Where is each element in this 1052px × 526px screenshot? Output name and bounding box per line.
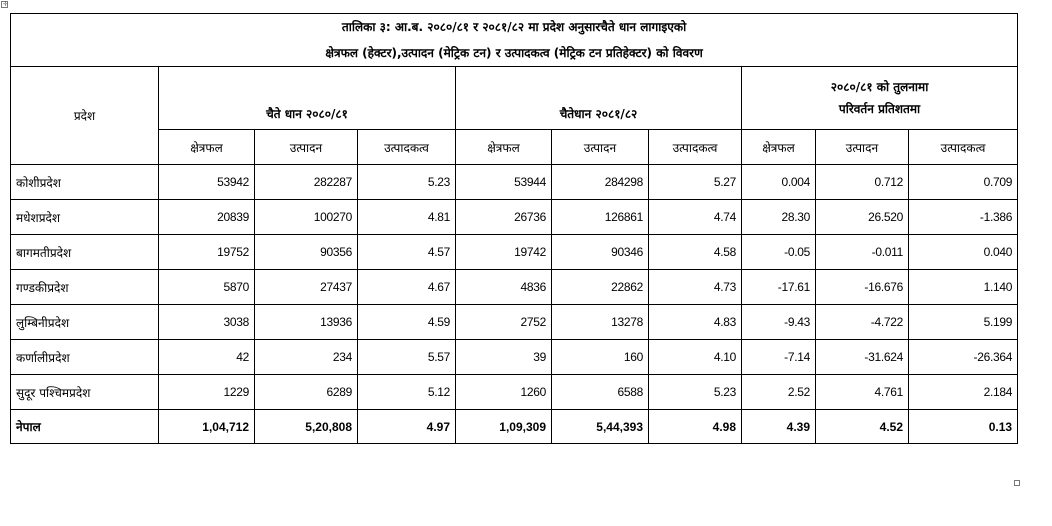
table-row (11, 235, 1018, 270)
table-cell: -1.386 (909, 200, 1018, 235)
table-cell: 100270 (255, 200, 358, 235)
table-cell: -31.624 (816, 340, 909, 375)
total-label: नेपाल (11, 410, 159, 444)
table-cell: 22862 (552, 270, 649, 305)
table-cell: 5870 (159, 270, 255, 305)
total-cell: 4.98 (649, 410, 742, 444)
province-name: सुदूर पश्चिमप्रदेश (11, 375, 159, 410)
change-header-line-1: २०८०/८१ को तुलनामा (830, 80, 929, 94)
table-cell: 126861 (552, 200, 649, 235)
table-cell: 4.10 (649, 340, 742, 375)
sub-header-row (11, 130, 1018, 165)
sub-header-production: उत्पादन (816, 130, 909, 165)
table-cell: 1260 (456, 375, 552, 410)
table-cell: 4.81 (358, 200, 456, 235)
table-row (11, 375, 1018, 410)
title-line-2: क्षेत्रफल (हेक्टर),उत्पादन (मेट्रिक टन) र उत्पादकत्व (मेट्रिक टन प्रतिहेक्टर) को विवरण (325, 46, 703, 60)
total-cell: 4.52 (816, 410, 909, 444)
data-table (10, 13, 1018, 444)
table-cell: 90356 (255, 235, 358, 270)
total-cell: 0.13 (909, 410, 1018, 444)
table-cell: -0.011 (816, 235, 909, 270)
table-cell: 20839 (159, 200, 255, 235)
table-cell: 5.57 (358, 340, 456, 375)
table-move-handle[interactable] (1, 1, 8, 8)
total-cell: 4.39 (742, 410, 816, 444)
table-cell: 5.23 (358, 165, 456, 200)
table-cell: 5.199 (909, 305, 1018, 340)
group-header-2080-81: चैते धान २०८०/८१ (159, 67, 456, 130)
table-cell: 0.004 (742, 165, 816, 200)
province-name: कर्णालीप्रदेश (11, 340, 159, 375)
table-cell: 13936 (255, 305, 358, 340)
table-cell: -26.364 (909, 340, 1018, 375)
table-cell: -17.61 (742, 270, 816, 305)
sub-header-productivity: उत्पादकत्व (649, 130, 742, 165)
province-header: प्रदेश (11, 67, 159, 165)
table-cell: 39 (456, 340, 552, 375)
table-row (11, 305, 1018, 340)
sub-header-area: क्षेत्रफल (742, 130, 816, 165)
table-cell: 5.23 (649, 375, 742, 410)
sub-header-productivity: उत्पादकत्व (358, 130, 456, 165)
table-cell: 234 (255, 340, 358, 375)
table-cell: -9.43 (742, 305, 816, 340)
province-name: बागमतीप्रदेश (11, 235, 159, 270)
table-cell: 4.58 (649, 235, 742, 270)
province-name: लुम्बिनीप्रदेश (11, 305, 159, 340)
province-name: कोशीप्रदेश (11, 165, 159, 200)
table-cell: 3038 (159, 305, 255, 340)
table-cell: 5.27 (649, 165, 742, 200)
province-name: गण्डकीप्रदेश (11, 270, 159, 305)
table-cell: 27437 (255, 270, 358, 305)
table-cell: 2752 (456, 305, 552, 340)
table-cell: 1.140 (909, 270, 1018, 305)
table-resize-handle[interactable] (1014, 480, 1020, 486)
table-cell: 5.12 (358, 375, 456, 410)
table-cell: 4.73 (649, 270, 742, 305)
change-header-line-2: परिवर्तन प्रतिशतमा (838, 102, 921, 116)
table-cell: 53942 (159, 165, 255, 200)
total-cell: 5,44,393 (552, 410, 649, 444)
table-cell: 26.520 (816, 200, 909, 235)
table-cell: 284298 (552, 165, 649, 200)
table-title (11, 14, 1018, 67)
table-cell: 4.83 (649, 305, 742, 340)
table-row (11, 200, 1018, 235)
sub-header-production: उत्पादन (255, 130, 358, 165)
table-cell: 2.184 (909, 375, 1018, 410)
sub-header-area: क्षेत्रफल (456, 130, 552, 165)
title-line-1: तालिका ३: आ.ब. २०८०/८१ र २०८१/८२ मा प्रदेश अनुसारचैते धान लागाइएको (341, 20, 687, 34)
table-cell: 0.712 (816, 165, 909, 200)
table-row (11, 340, 1018, 375)
table-cell: 6588 (552, 375, 649, 410)
province-name: मधेशप्रदेश (11, 200, 159, 235)
table-cell: -4.722 (816, 305, 909, 340)
table-cell: 4.67 (358, 270, 456, 305)
title-row (11, 14, 1018, 67)
table-cell: 90346 (552, 235, 649, 270)
sub-header-area: क्षेत्रफल (159, 130, 255, 165)
table-cell: 19742 (456, 235, 552, 270)
table-cell: 282287 (255, 165, 358, 200)
total-row (11, 410, 1018, 444)
table-cell: -0.05 (742, 235, 816, 270)
total-cell: 1,04,712 (159, 410, 255, 444)
table-cell: 160 (552, 340, 649, 375)
table-cell: 0.040 (909, 235, 1018, 270)
total-cell: 4.97 (358, 410, 456, 444)
total-cell: 5,20,808 (255, 410, 358, 444)
sub-header-production: उत्पादन (552, 130, 649, 165)
table-row (11, 165, 1018, 200)
table-cell: -7.14 (742, 340, 816, 375)
total-cell: 1,09,309 (456, 410, 552, 444)
table-cell: 4836 (456, 270, 552, 305)
table-cell: 19752 (159, 235, 255, 270)
table-cell: 53944 (456, 165, 552, 200)
table-cell: 13278 (552, 305, 649, 340)
table-cell: 1229 (159, 375, 255, 410)
table-cell: 4.59 (358, 305, 456, 340)
table-cell: 6289 (255, 375, 358, 410)
table-cell: 4.57 (358, 235, 456, 270)
table-cell: 4.761 (816, 375, 909, 410)
table-cell: -16.676 (816, 270, 909, 305)
table-cell: 4.74 (649, 200, 742, 235)
move-icon: ✛ (3, 1, 9, 8)
group-header-2081-82: चैतेधान २०८१/८२ (456, 67, 742, 130)
table-row (11, 270, 1018, 305)
sub-header-productivity: उत्पादकत्व (909, 130, 1018, 165)
group-header-change-percent (742, 67, 1018, 130)
table-cell: 2.52 (742, 375, 816, 410)
table-cell: 28.30 (742, 200, 816, 235)
table-cell: 42 (159, 340, 255, 375)
table-cell: 26736 (456, 200, 552, 235)
table-cell: 0.709 (909, 165, 1018, 200)
group-header-row (11, 67, 1018, 130)
